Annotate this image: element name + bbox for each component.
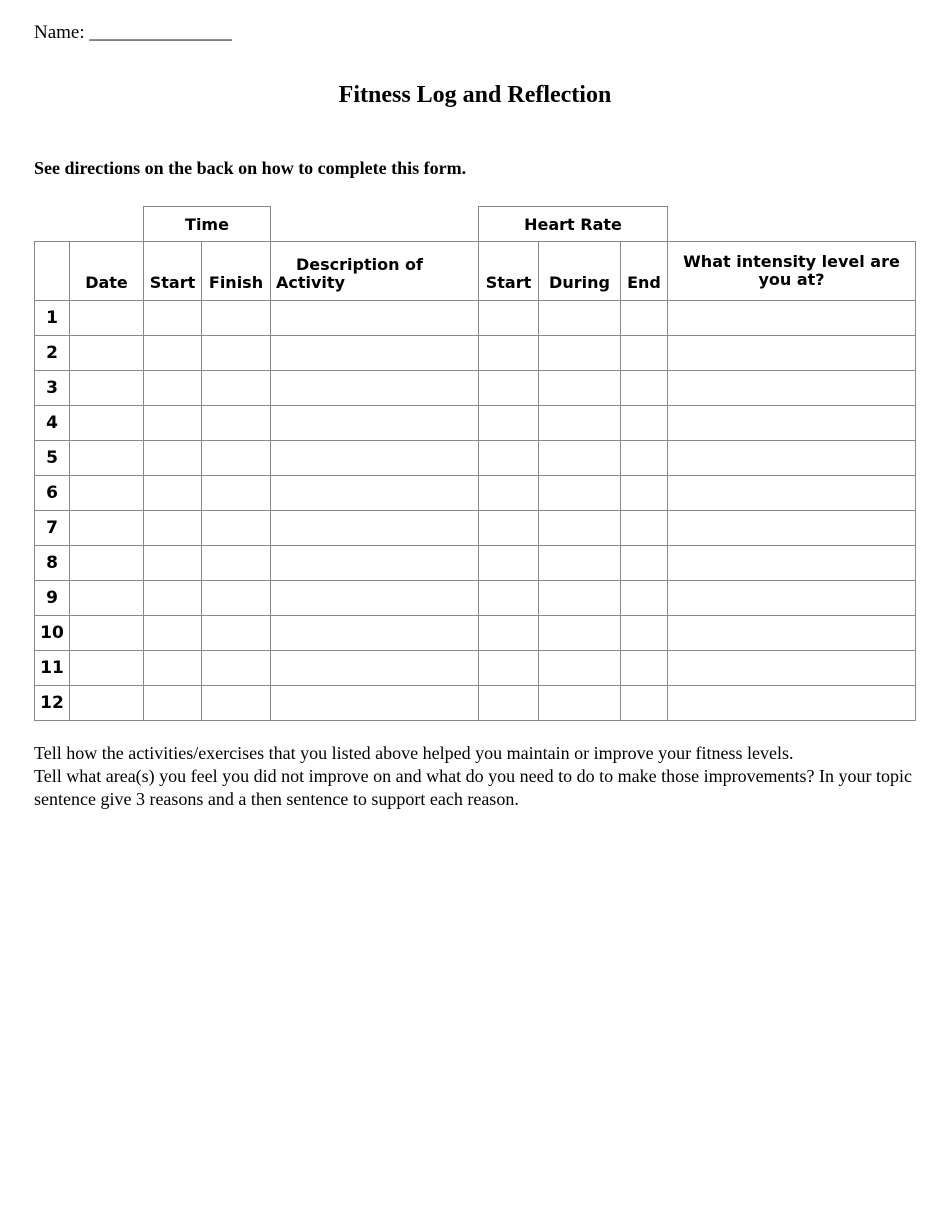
row-number: 3 <box>35 371 70 406</box>
time-finish-cell[interactable] <box>202 301 271 336</box>
hr-end-cell[interactable] <box>621 546 668 581</box>
hr-start-cell[interactable] <box>479 651 539 686</box>
intensity-cell[interactable] <box>668 476 916 511</box>
hr-end-cell[interactable] <box>621 301 668 336</box>
row-number: 6 <box>35 476 70 511</box>
hr-start-cell[interactable] <box>479 301 539 336</box>
time-start-cell[interactable] <box>144 336 202 371</box>
name-field-label: Name: _______________ <box>34 22 232 43</box>
date-column-header: Date <box>70 242 144 301</box>
column-header-row <box>35 242 916 301</box>
intensity-column-header: What intensity level are you at? <box>668 242 916 301</box>
hr-start-cell[interactable] <box>479 546 539 581</box>
log-row <box>35 336 916 371</box>
date-cell[interactable] <box>70 441 144 476</box>
row-number: 4 <box>35 406 70 441</box>
log-row <box>35 371 916 406</box>
time-start-cell[interactable] <box>144 301 202 336</box>
hr-during-cell[interactable] <box>539 371 621 406</box>
date-cell[interactable] <box>70 476 144 511</box>
hr-during-cell[interactable] <box>539 686 621 721</box>
group-spacer <box>70 207 144 242</box>
hr-start-cell[interactable] <box>479 581 539 616</box>
intensity-cell[interactable] <box>668 616 916 651</box>
intensity-cell[interactable] <box>668 336 916 371</box>
reflection-line-1: Tell how the activities/exercises that you listed above helped you maintain or improve your fitness levels. <box>34 743 794 763</box>
hr-end-cell[interactable] <box>621 651 668 686</box>
description-cell[interactable] <box>271 546 479 581</box>
hr-end-cell[interactable] <box>621 476 668 511</box>
time-start-cell[interactable] <box>144 511 202 546</box>
hr-during-cell[interactable] <box>539 406 621 441</box>
row-number: 1 <box>35 301 70 336</box>
time-start-column-header: Start <box>144 242 202 301</box>
fitness-log-table <box>34 206 916 721</box>
hr-start-cell[interactable] <box>479 336 539 371</box>
time-finish-cell[interactable] <box>202 476 271 511</box>
row-number-header <box>35 242 70 301</box>
date-cell[interactable] <box>70 686 144 721</box>
description-cell[interactable] <box>271 476 479 511</box>
reflection-line-2: Tell what area(s) you feel you did not improve on and what do you need to do to make those improvements? In your topic sentence give 3 reasons and a then sentence to support each reason. <box>34 766 913 809</box>
hr-start-column-header: Start <box>479 242 539 301</box>
description-header-line2: Activity <box>276 273 345 292</box>
time-finish-cell[interactable] <box>202 371 271 406</box>
hr-during-cell[interactable] <box>539 616 621 651</box>
row-number: 11 <box>35 651 70 686</box>
intensity-cell[interactable] <box>668 511 916 546</box>
row-number: 5 <box>35 441 70 476</box>
intensity-cell[interactable] <box>668 651 916 686</box>
description-cell[interactable] <box>271 651 479 686</box>
log-row <box>35 301 916 336</box>
hr-start-cell[interactable] <box>479 616 539 651</box>
date-cell[interactable] <box>70 546 144 581</box>
hr-during-cell[interactable] <box>539 301 621 336</box>
time-start-cell[interactable] <box>144 406 202 441</box>
time-finish-column-header: Finish <box>202 242 271 301</box>
log-row <box>35 546 916 581</box>
hr-end-column-header: End <box>621 242 668 301</box>
hr-end-cell[interactable] <box>621 336 668 371</box>
log-row <box>35 581 916 616</box>
time-start-cell[interactable] <box>144 581 202 616</box>
log-row <box>35 651 916 686</box>
description-cell[interactable] <box>271 336 479 371</box>
log-row <box>35 616 916 651</box>
group-spacer <box>35 207 70 242</box>
log-row <box>35 406 916 441</box>
group-header-row <box>35 207 916 242</box>
time-start-cell[interactable] <box>144 616 202 651</box>
row-number: 7 <box>35 511 70 546</box>
time-start-cell[interactable] <box>144 651 202 686</box>
intensity-cell[interactable] <box>668 441 916 476</box>
hr-start-cell[interactable] <box>479 371 539 406</box>
hr-during-column-header: During <box>539 242 621 301</box>
reflection-instructions <box>34 742 914 811</box>
time-finish-cell[interactable] <box>202 511 271 546</box>
date-cell[interactable] <box>70 371 144 406</box>
hr-end-cell[interactable] <box>621 581 668 616</box>
date-cell[interactable] <box>70 301 144 336</box>
time-finish-cell[interactable] <box>202 406 271 441</box>
group-spacer <box>668 207 916 242</box>
time-finish-cell[interactable] <box>202 616 271 651</box>
intensity-cell[interactable] <box>668 371 916 406</box>
hr-during-cell[interactable] <box>539 511 621 546</box>
intensity-cell[interactable] <box>668 686 916 721</box>
time-finish-cell[interactable] <box>202 546 271 581</box>
hr-end-cell[interactable] <box>621 616 668 651</box>
intensity-cell[interactable] <box>668 301 916 336</box>
hr-start-cell[interactable] <box>479 406 539 441</box>
hr-end-cell[interactable] <box>621 441 668 476</box>
directions-text: See directions on the back on how to complete this form. <box>34 158 467 178</box>
intensity-cell[interactable] <box>668 581 916 616</box>
hr-end-cell[interactable] <box>621 371 668 406</box>
hr-end-cell[interactable] <box>621 686 668 721</box>
time-start-cell[interactable] <box>144 441 202 476</box>
time-finish-cell[interactable] <box>202 441 271 476</box>
heart-rate-group-header: Heart Rate <box>479 207 668 242</box>
hr-during-cell[interactable] <box>539 476 621 511</box>
description-cell[interactable] <box>271 511 479 546</box>
description-cell[interactable] <box>271 581 479 616</box>
description-cell[interactable] <box>271 371 479 406</box>
description-cell[interactable] <box>271 441 479 476</box>
log-row <box>35 441 916 476</box>
group-spacer <box>271 207 479 242</box>
log-row <box>35 476 916 511</box>
description-header-line1: Description of <box>296 255 424 274</box>
hr-during-cell[interactable] <box>539 651 621 686</box>
time-finish-cell[interactable] <box>202 336 271 371</box>
description-cell[interactable] <box>271 616 479 651</box>
hr-during-cell[interactable] <box>539 546 621 581</box>
date-cell[interactable] <box>70 336 144 371</box>
hr-start-cell[interactable] <box>479 441 539 476</box>
intensity-cell[interactable] <box>668 546 916 581</box>
hr-during-cell[interactable] <box>539 581 621 616</box>
row-number: 8 <box>35 546 70 581</box>
hr-start-cell[interactable] <box>479 476 539 511</box>
date-cell[interactable] <box>70 406 144 441</box>
time-start-cell[interactable] <box>144 371 202 406</box>
time-finish-cell[interactable] <box>202 651 271 686</box>
time-finish-cell[interactable] <box>202 581 271 616</box>
hr-end-cell[interactable] <box>621 511 668 546</box>
row-number: 10 <box>35 616 70 651</box>
intensity-cell[interactable] <box>668 406 916 441</box>
row-number: 12 <box>35 686 70 721</box>
description-cell[interactable] <box>271 406 479 441</box>
date-cell[interactable] <box>70 581 144 616</box>
page-title: Fitness Log and Reflection <box>338 82 612 108</box>
time-start-cell[interactable] <box>144 546 202 581</box>
hr-during-cell[interactable] <box>539 441 621 476</box>
time-group-header: Time <box>144 207 271 242</box>
description-cell[interactable] <box>271 686 479 721</box>
hr-start-cell[interactable] <box>479 686 539 721</box>
hr-during-cell[interactable] <box>539 336 621 371</box>
date-cell[interactable] <box>70 616 144 651</box>
description-column-header <box>271 242 479 301</box>
log-row <box>35 686 916 721</box>
date-cell[interactable] <box>70 651 144 686</box>
row-number: 9 <box>35 581 70 616</box>
time-finish-cell[interactable] <box>202 686 271 721</box>
description-cell[interactable] <box>271 301 479 336</box>
hr-end-cell[interactable] <box>621 406 668 441</box>
date-cell[interactable] <box>70 511 144 546</box>
time-start-cell[interactable] <box>144 476 202 511</box>
time-start-cell[interactable] <box>144 686 202 721</box>
hr-start-cell[interactable] <box>479 511 539 546</box>
row-number: 2 <box>35 336 70 371</box>
log-row <box>35 511 916 546</box>
